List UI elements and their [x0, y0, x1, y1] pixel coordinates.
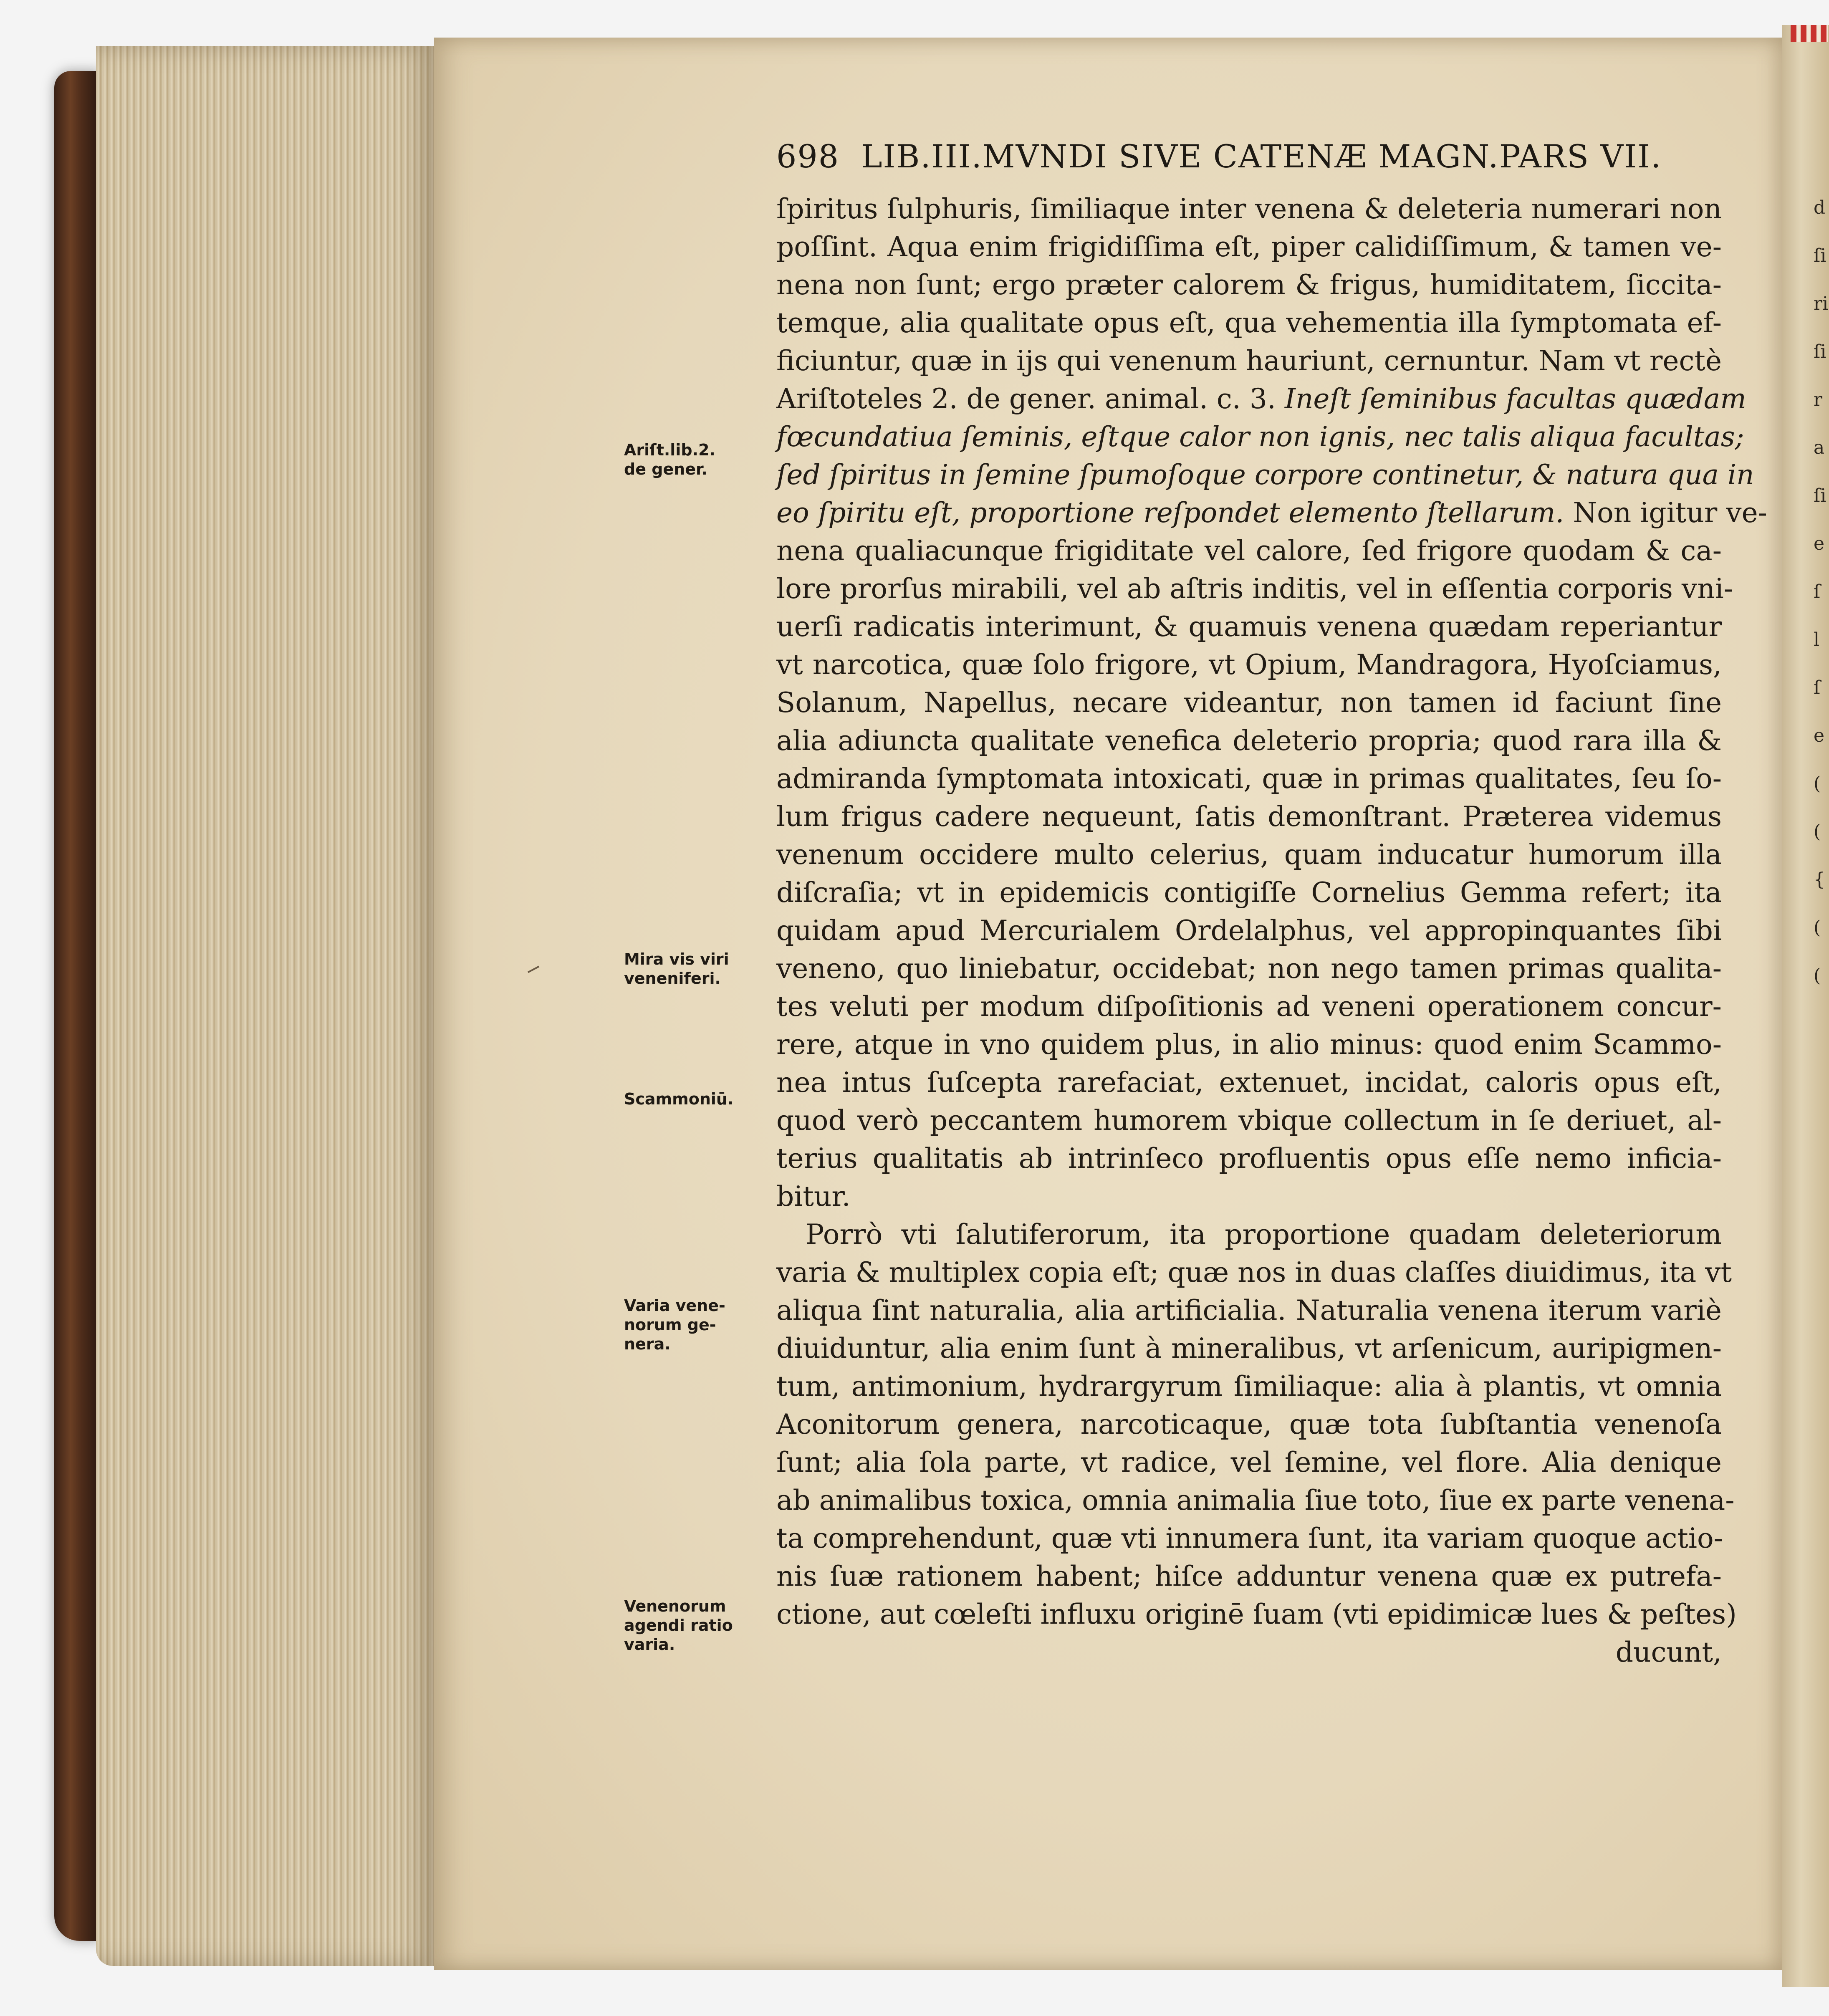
- running-title: LIB.III.MVNDI SIVE CATENÆ MAGN.PARS VII.: [861, 138, 1662, 175]
- italic-segment: eo ſpiritu eſt, proportione reſpondet elemento ſtellarum.: [776, 497, 1564, 529]
- text-line: alia adiuncta qualitate venefica deleterio propria; quod rara illa &: [776, 725, 1722, 757]
- text-line: ta comprehendunt, quæ vti innumera ſunt, ita variam quoque actio-: [776, 1522, 1723, 1554]
- text-line: ab animalibus toxica, omnia animalia ſiue toto, ſiue ex parte venena-: [776, 1484, 1735, 1516]
- marginal-note-mira: Mira vis viri veneniferi.: [624, 950, 729, 988]
- text-line: Aconitorum genera, narcoticaque, quæ tota ſubſtantia venenoſa: [776, 1408, 1722, 1440]
- text-line: ctione, aut cœleſti influxu originē ſuam (vti epidimicæ lues & peſtes): [776, 1598, 1737, 1630]
- text-line: rere, atque in vno quidem plus, in alio minus: quod enim Scammo-: [776, 1028, 1722, 1061]
- text-line-with-quote: [776, 380, 1746, 418]
- text-line: admiranda ſymptomata intoxicati, quæ in primas qualitates, ſeu ſo-: [776, 763, 1722, 795]
- book-cover-edge: [54, 71, 100, 1941]
- marginal-note-venenorum: Venenorum agendi ratio varia.: [624, 1597, 733, 1654]
- text-segment: Ariſtoteles 2. de gener. animal. c. 3.: [776, 383, 1276, 415]
- text-line: veneno, quo liniebatur, occidebat; non nego tamen primas qualita-: [776, 952, 1722, 985]
- text-line: lum frigus cadere nequeunt, ſatis demonſtrant. Præterea videmus: [776, 801, 1722, 833]
- text-line: quod verò peccantem humorem vbique collectum in ſe deriuet, al-: [776, 1104, 1722, 1137]
- text-line: varia & multiplex copia eſt; quæ nos in duas claſſes diuidimus, ita vt: [776, 1256, 1732, 1288]
- text-line: nis ſuæ rationem habent; hiſce adduntur venena quæ ex putrefa-: [776, 1560, 1722, 1592]
- bookmark-ribbon: [1791, 25, 1828, 42]
- text-line: vt narcotica, quæ ſolo frigore, vt Opium, Mandragora, Hyoſciamus,: [776, 649, 1722, 681]
- text-line: ficiuntur, quæ in ijs qui venenum hauriunt, cernuntur. Nam vt rectè: [776, 345, 1722, 377]
- text-line: nena qualiacunque frigiditate vel calore, ſed frigore quodam & ca-: [776, 535, 1722, 567]
- text-line: venenum occidere multo celerius, quam inducatur humorum illa: [776, 839, 1722, 871]
- text-line: nea intus ſuſcepta rarefaciat, extenuet, incidat, caloris opus eſt,: [776, 1066, 1722, 1099]
- marginal-note-varia: Varia vene- norum ge- nera.: [624, 1296, 725, 1353]
- running-head: [776, 138, 1695, 188]
- italic-quote: Ineſt ſeminibus facultas quædam: [1284, 383, 1746, 415]
- italic-line: fœcundatiua ſeminis, eſtque calor non ignis, nec talis aliqua facultas;: [776, 421, 1744, 453]
- text-line: quidam apud Mercurialem Ordelalphus, vel appropinquantes ſibi: [776, 915, 1722, 947]
- marginal-note-scammonium: Scammoniū.: [624, 1090, 734, 1108]
- text-line: uerſi radicatis interimunt, & quamuis venena quædam reperiantur: [776, 611, 1722, 643]
- page-number: 698: [776, 138, 840, 175]
- text-line: terius qualitatis ab intrinſeco profluentis opus eſſe nemo inficia-: [776, 1142, 1722, 1175]
- text-line: tum, antimonium, hydrargyrum ſimiliaque: alia à plantis, vt omnia: [776, 1370, 1722, 1402]
- paragraph-start-line: Porrò vti ſalutiferorum, ita proportione quadam deleteriorum: [806, 1218, 1722, 1251]
- text-line: nena non ſunt; ergo præter calorem & frigus, humiditatem, ſiccita-: [776, 269, 1722, 301]
- italic-line: ſed ſpiritus in ſemine ſpumoſoque corpore continetur, & natura qua in: [776, 459, 1754, 491]
- marginal-note-arist: Ariſt.lib.2. de gener.: [624, 441, 715, 478]
- text-line: poſſint. Aqua enim frigidiſſima eſt, piper calidiſſimum, & tamen ve-: [776, 231, 1722, 263]
- text-line: Solanum, Napellus, necare videantur, non tamen id faciunt ſine: [776, 687, 1722, 719]
- text-line: ſunt; alia ſola parte, vt radice, vel ſemine, vel flore. Alia denique: [776, 1446, 1722, 1478]
- text-line: lore prorſus mirabili, vel ab aſtris inditis, vel in eſſentia corporis vni-: [776, 573, 1733, 605]
- text-line: bitur.: [776, 1180, 851, 1213]
- page-fore-edges: [96, 46, 438, 1966]
- next-page-glyphs: d ſi ri ſi r a ſi e ſ l ſ e ( ( { ( (: [1814, 197, 1829, 986]
- text-line-with-quote: [776, 494, 1767, 532]
- text-line: ſpiritus ſulphuris, ſimiliaque inter venena & deleteria numerari non: [776, 193, 1722, 225]
- text-line: diſcraſia; vt in epidemicis contigiſſe Cornelius Gemma refert; ita: [776, 877, 1722, 909]
- text-line: aliqua ſint naturalia, alia artificialia. Naturalia venena iterum variè: [776, 1294, 1722, 1326]
- text-line: tes veluti per modum diſpoſitionis ad veneni operationem concur-: [776, 990, 1722, 1023]
- text-line: diuiduntur, alia enim ſunt à mineralibus, vt arſenicum, auripigmen-: [776, 1332, 1722, 1364]
- main-text: [776, 190, 1767, 1671]
- text-segment: Non igitur ve-: [1573, 497, 1767, 529]
- catchword: ducunt,: [1615, 1636, 1722, 1668]
- text-line: temque, alia qualitate opus eſt, qua vehementia illa ſymptomata ef-: [776, 307, 1722, 339]
